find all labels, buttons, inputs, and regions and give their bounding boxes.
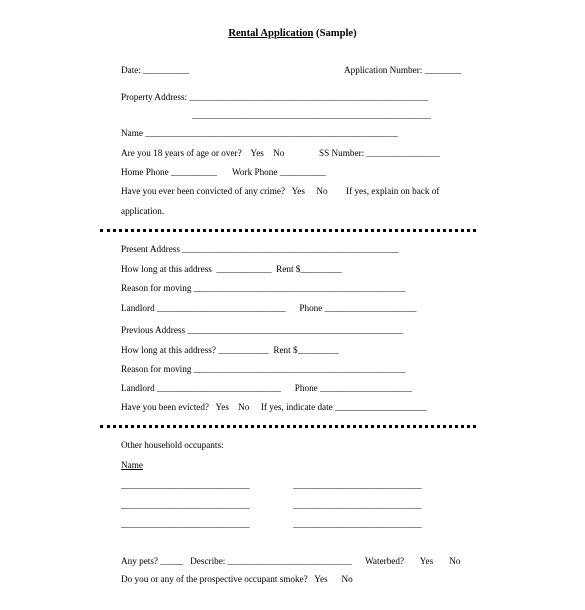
conviction-question: Have you ever been convicted of any crime? Yes No If yes, explain on back of <box>121 186 440 196</box>
property-address-line-2[interactable]: ____________________________________________________ <box>192 110 431 120</box>
pets-field[interactable]: Any pets? _____ Describe: ___________________________ <box>121 556 352 566</box>
how-long-previous-field[interactable]: How long at this address? ___________ Rent $_________ <box>121 345 339 355</box>
reason-moving-present-field[interactable]: Reason for moving ______________________________________________ <box>121 283 406 293</box>
conviction-question-cont: application. <box>121 206 165 216</box>
smoke-question: Do you or any of the prospective occupant smoke? Yes No <box>121 574 353 584</box>
previous-address-field[interactable]: Previous Address _______________________________________________ <box>121 325 404 335</box>
reason-moving-previous-field[interactable]: Reason for moving ______________________________________________ <box>121 364 406 374</box>
waterbed-question: Waterbed? Yes No <box>365 556 461 566</box>
date-field[interactable]: Date: __________ <box>121 65 190 75</box>
section-divider <box>100 229 476 232</box>
section-divider <box>100 425 476 428</box>
occupant-field[interactable]: ____________________________ <box>293 500 422 510</box>
landlord-present-field[interactable]: Landlord ____________________________ Phone ____________________ <box>121 303 417 313</box>
occupant-field[interactable]: ____________________________ <box>121 519 250 529</box>
occupant-name-header: Name <box>121 460 143 470</box>
work-phone-field[interactable]: Work Phone __________ <box>232 167 326 177</box>
application-number-field[interactable]: Application Number: ________ <box>344 65 462 75</box>
form-title-suffix: (Sample) <box>316 28 357 39</box>
occupant-field[interactable]: ____________________________ <box>293 519 422 529</box>
name-field[interactable]: Name _______________________________________________________ <box>121 128 398 138</box>
home-phone-field[interactable]: Home Phone __________ <box>121 167 217 177</box>
how-long-present-field[interactable]: How long at this address ____________ Rent $_________ <box>121 264 342 274</box>
ss-number-field[interactable]: SS Number: ________________ <box>319 148 440 158</box>
landlord-previous-field[interactable]: Landlord ___________________________ Phone ____________________ <box>121 383 412 393</box>
age-question: Are you 18 years of age or over? Yes No <box>121 148 285 158</box>
other-occupants-heading: Other household occupants: <box>121 440 224 450</box>
form-title-main: Rental Application <box>228 28 314 39</box>
occupant-field[interactable]: ____________________________ <box>121 480 250 490</box>
present-address-field[interactable]: Present Address _______________________________________________ <box>121 244 399 254</box>
form-title <box>0 28 585 39</box>
occupant-field[interactable]: ____________________________ <box>121 500 250 510</box>
property-address-field[interactable]: Property Address: ____________________________________________________ <box>121 92 429 102</box>
occupant-field[interactable]: ____________________________ <box>293 480 422 490</box>
eviction-question: Have you been evicted? Yes No If yes, indicate date ____________________ <box>121 402 427 412</box>
